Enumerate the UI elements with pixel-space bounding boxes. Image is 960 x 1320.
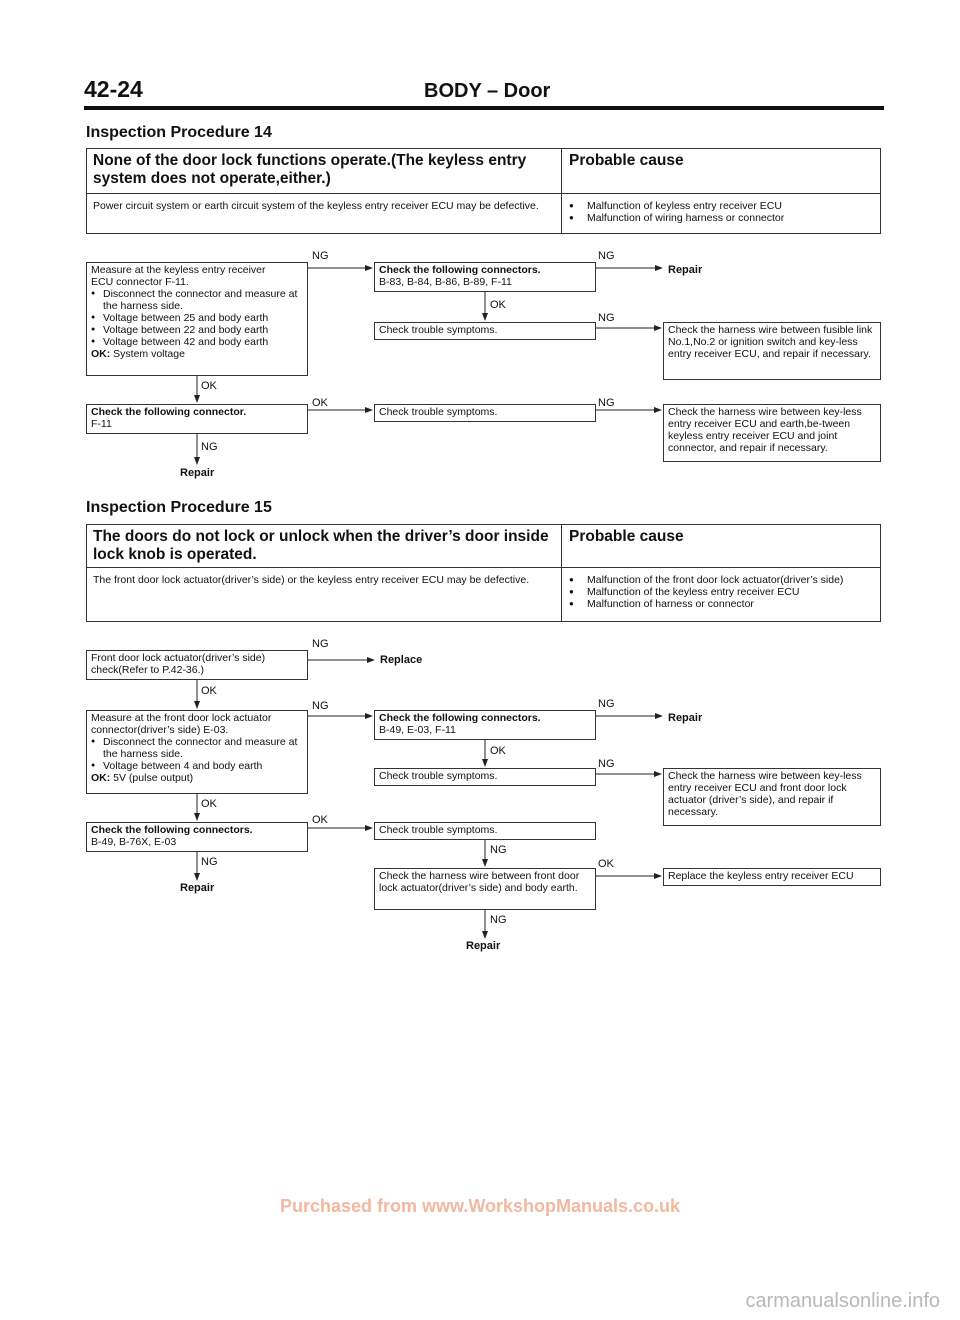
ok-label: OK (312, 814, 328, 826)
check-trouble-box: Check trouble symptoms. (374, 322, 596, 340)
repair-label: Repair (180, 882, 215, 894)
ok-label: OK (598, 858, 614, 870)
actuator-check-box: Front door lock actuator(driver’s side) check(Refer to P.42-36.) (86, 650, 308, 680)
purchase-notice: Purchased from www.WorkshopManuals.co.uk (279, 1196, 681, 1216)
check-harness-actuator-box: Check the harness wire between key-less entry receiver ECU and front door lock actuator (driver’s side), and repair if necessary. (663, 768, 881, 826)
symptom-text: The doors do not lock or unlock when the driver’s door inside lock knob is operated. (93, 528, 549, 563)
check-harness-earth-box: Check the harness wire between front door lock actuator(driver’s side) and body earth. (374, 868, 596, 910)
ng-label: NG (598, 397, 615, 409)
ok-label: OK (201, 685, 217, 697)
ng-label: NG (312, 638, 329, 650)
ng-label: NG (598, 250, 615, 262)
replace-label: Replace (380, 654, 423, 666)
check-trouble-box: Check trouble symptoms. (374, 822, 596, 840)
cause-item: ● Malfunction of the keyless entry receiver ECU (567, 586, 879, 598)
cause-description: The front door lock actuator(driver’s side) or the keyless entry receiver ECU may be defective. (93, 574, 530, 586)
symptom-text: None of the door lock functions operate.(The keyless entry system does not operate,either.) (93, 152, 527, 187)
check-connectors-box: Check the following connectors. B-49, E-03, F-11 (374, 710, 596, 740)
ok-label: OK (490, 745, 506, 757)
ng-label: NG (490, 844, 507, 856)
check-harness-fusible-box: Check the harness wire between fusible link No.1,No.2 or ignition switch and key-less entry receiver ECU, and repair if necessary. (663, 322, 881, 380)
procedure-15-heading: Inspection Procedure 15 (86, 499, 272, 516)
measure-actuator-box: Measure at the front door lock actuator connector(driver’s side) E-03. ● Disconnect the connector and measure at the harness side. ● Voltage between 4 and body earth OK: 5V (pulse output) (86, 710, 308, 794)
repair-label: Repair (180, 467, 215, 479)
ng-label: NG (201, 441, 218, 453)
ng-label: NG (598, 698, 615, 710)
probable-cause-heading: Probable cause (569, 152, 684, 169)
procedure-14-heading: Inspection Procedure 14 (86, 124, 272, 141)
ng-label: NG (201, 856, 218, 868)
cause-item: ● Malfunction of keyless entry receiver ECU (567, 200, 879, 212)
repair-label: Repair (668, 264, 703, 276)
check-trouble-box: Check trouble symptoms. (374, 768, 596, 786)
measure-ecu-box: Measure at the keyless entry receiver ECU connector F-11. ● Disconnect the connector and measure at the harness side. ● Voltage between 25 and body earth ● Voltage between 22 and body earth ● Voltage between 42 and body earth OK: System voltage (86, 262, 308, 376)
repair-label: Repair (668, 712, 703, 724)
check-connector-box: Check the following connector. F-11 (86, 404, 308, 434)
check-harness-joint-box: Check the harness wire between key-less entry receiver ECU and earth,be-tween keyless entry receiver ECU and joint connector, and repair if necessary. (663, 404, 881, 462)
check-connectors-box: Check the following connectors. B-49, B-76X, E-03 (86, 822, 308, 852)
ng-label: NG (312, 700, 329, 712)
check-connectors-box: Check the following connectors. B-83, B-84, B-86, B-89, F-11 (374, 262, 596, 292)
cause-description: Power circuit system or earth circuit system of the keyless entry receiver ECU may be defective. (93, 200, 539, 212)
ok-label: OK (312, 397, 328, 409)
probable-cause-heading: Probable cause (569, 528, 684, 545)
ok-label: OK (201, 380, 217, 392)
cause-item: ● Malfunction of the front door lock actuator(driver’s side) (567, 574, 879, 586)
page-title: BODY – Door (424, 80, 551, 102)
ng-label: NG (598, 758, 615, 770)
cause-item: ● Malfunction of wiring harness or connector (567, 212, 879, 224)
replace-ecu-box: Replace the keyless entry receiver ECU (663, 868, 881, 886)
ng-label: NG (312, 250, 329, 262)
repair-label: Repair (466, 940, 501, 952)
watermark: carmanualsonline.info (745, 1290, 940, 1312)
page-number: 42-24 (84, 76, 143, 102)
ng-label: NG (490, 914, 507, 926)
ng-label: NG (598, 312, 615, 324)
cause-item: ● Malfunction of harness or connector (567, 598, 879, 610)
check-trouble-box: Check trouble symptoms. (374, 404, 596, 422)
ok-label: OK (201, 798, 217, 810)
ok-label: OK (490, 299, 506, 311)
